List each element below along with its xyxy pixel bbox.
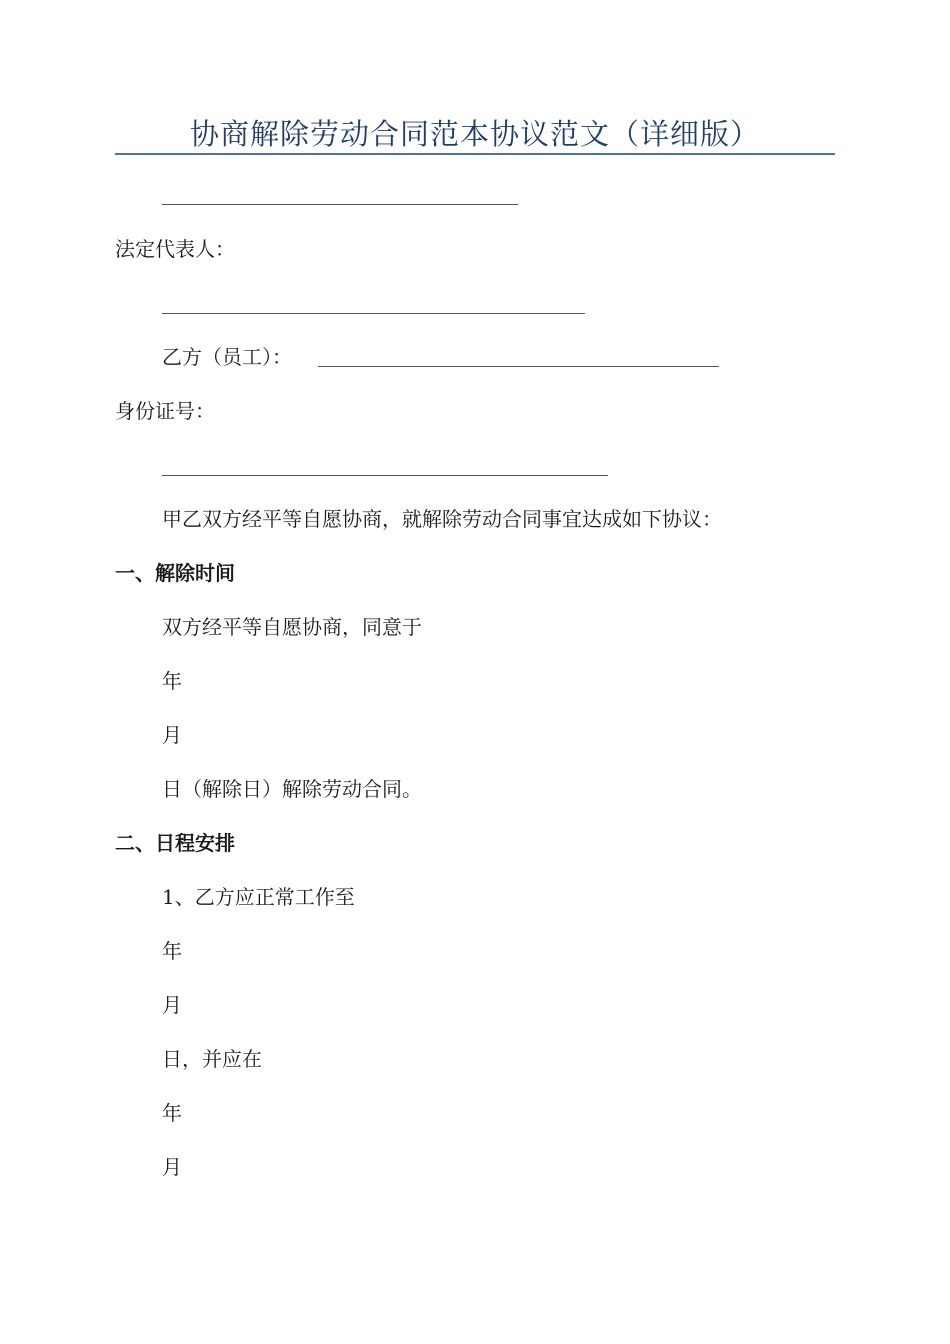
title-underline xyxy=(115,153,835,155)
section2-line6: 月 xyxy=(162,1155,182,1179)
section1-line2: 年 xyxy=(162,669,182,693)
document-title: 协商解除劳动合同范本协议范文（详细版） xyxy=(189,117,760,151)
section2-line1: 1、乙方应正常工作至 xyxy=(162,885,355,909)
section1-line3: 月 xyxy=(162,723,182,747)
id-number-blank-line xyxy=(162,475,608,476)
section1-heading: 一、解除时间 xyxy=(115,561,235,585)
section2-heading: 二、日程安排 xyxy=(115,831,235,855)
section2-line5: 年 xyxy=(162,1101,182,1125)
legal-rep-label: 法定代表人： xyxy=(115,237,235,261)
party-b-label: 乙方（员工）： xyxy=(162,345,292,369)
section1-line4: 日（解除日）解除劳动合同。 xyxy=(162,777,422,801)
intro-paragraph: 甲乙双方经平等自愿协商，就解除劳动合同事宜达成如下协议： xyxy=(162,507,722,531)
section1-line1: 双方经平等自愿协商，同意于 xyxy=(162,615,422,639)
party-b-blank-line xyxy=(318,366,719,367)
section2-line4: 日，并应在 xyxy=(162,1047,262,1071)
party-a-blank-line xyxy=(162,204,518,205)
id-number-label: 身份证号： xyxy=(115,399,215,423)
section2-line3: 月 xyxy=(162,993,182,1017)
legal-rep-blank-line xyxy=(162,313,585,314)
section2-line2: 年 xyxy=(162,939,182,963)
